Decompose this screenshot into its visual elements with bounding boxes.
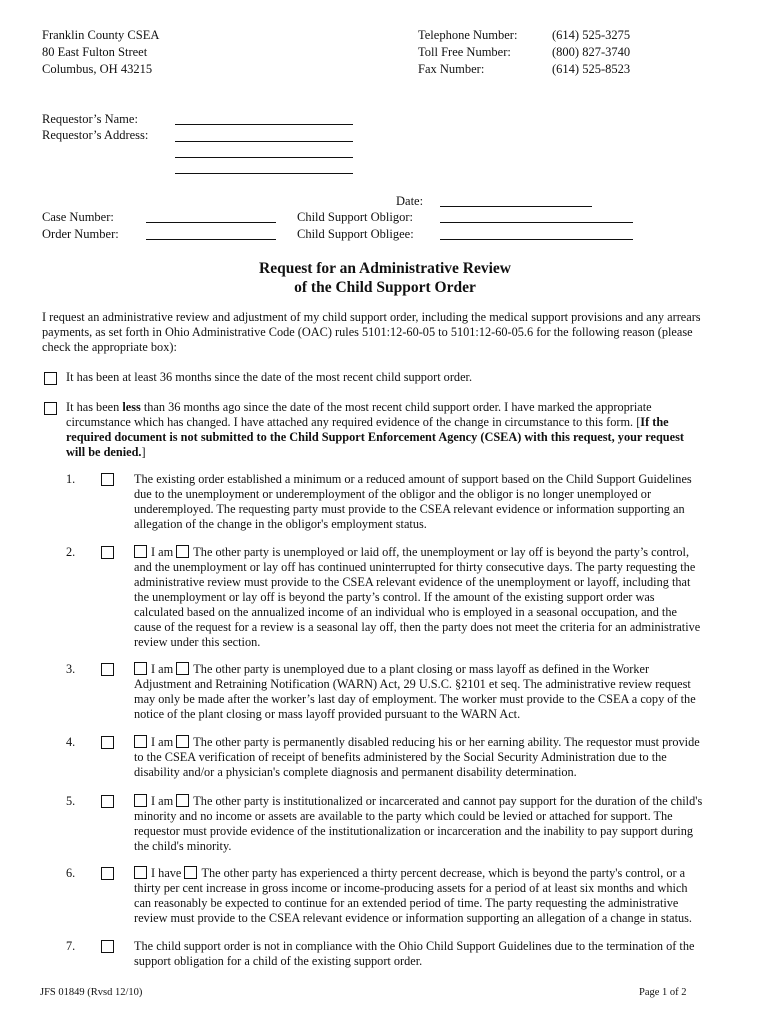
case-number-field[interactable]	[146, 222, 276, 223]
item-line: minority and no income or assets are available to the party which could be levied or attached for support. The	[134, 809, 673, 823]
item-6-checkbox[interactable]	[101, 867, 114, 880]
option-less-than-36-months-text	[66, 400, 684, 460]
item-line: review under this section.	[134, 635, 261, 649]
requestor-address-field-2[interactable]	[175, 157, 353, 158]
item-number: 3.	[66, 662, 76, 676]
option-b-text: It has been	[66, 400, 123, 414]
requestor-name-label: Requestor’s Name:	[42, 112, 138, 126]
item-line: notice of the plant closing or mass layoff provided pursuant to the WARN Act.	[134, 707, 521, 721]
item-4-checkbox[interactable]	[101, 736, 114, 749]
item-line: The other party is unemployed due to a plant closing or mass layoff as defined in the Worker	[193, 662, 650, 676]
agency-street: 80 East Fulton Street	[42, 45, 148, 59]
item-6-self-checkbox[interactable]	[134, 866, 147, 879]
item-6-text	[134, 866, 692, 926]
item-number: 7.	[66, 939, 76, 953]
item-line: The other party is permanently disabled reducing his or her earning ability. The requestor must provide	[193, 735, 700, 749]
item-line: support obligation for a child of the existing support order.	[134, 954, 423, 968]
agency-name: Franklin County CSEA	[42, 28, 160, 42]
item-line: Adjustment and Retraining Notification (WARN) Act, 29 U.S.C. §2101 et seq. The administrative review request	[134, 677, 691, 691]
item-number: 2.	[66, 545, 76, 559]
agency-city: Columbus, OH 43215	[42, 62, 153, 76]
item-line: the child's minority.	[134, 839, 232, 853]
intro-line: check the appropriate box):	[42, 340, 177, 354]
option-b-bold: required document is not submitted to the Child Support Enforcement Agency (CSEA) with this request, your request	[66, 430, 684, 444]
item-5-other-checkbox[interactable]	[176, 794, 189, 807]
option-b-text: circumstance which has changed. I have attached any required evidence of the change in circumstance to this form. [	[66, 415, 641, 429]
item-3-self-label: I am	[151, 662, 174, 676]
form-id: JFS 01849 (Rvsd 12/10)	[40, 987, 143, 998]
item-5-self-checkbox[interactable]	[134, 794, 147, 807]
form-title-line1: Request for an Administrative Review	[259, 260, 511, 277]
item-2-other-checkbox[interactable]	[176, 545, 189, 558]
item-number: 5.	[66, 794, 76, 808]
option-b-bold: will be denied.	[66, 445, 142, 459]
toll-free-value: (800) 827-3740	[552, 45, 631, 59]
item-5-text	[134, 794, 702, 854]
item-3-other-checkbox[interactable]	[176, 662, 189, 675]
option-36-months-text: It has been at least 36 months since the date of the most recent child support order.	[66, 370, 473, 384]
item-line: The other party is unemployed or laid off, the unemployment or lay off is beyond the party’s control,	[193, 545, 690, 559]
item-line: the unemployment or lay off is beyond the party’s control. If the amount of the existing support order was	[134, 590, 655, 604]
item-line: cause of the request for a review is a seasonal lay off, then the party does not meet the criteria for an administrative	[134, 620, 701, 634]
item-3-self-checkbox[interactable]	[134, 662, 147, 675]
requestor-address-field-3[interactable]	[175, 173, 353, 174]
item-line: review must provide to the CSEA relevant evidence or information supporting an allegation of a change in status.	[134, 911, 692, 925]
item-6-self-label: I have	[151, 866, 182, 880]
fax-value: (614) 525-8523	[552, 62, 631, 76]
item-number: 6.	[66, 866, 76, 880]
item-line: administrative review must provide to the CSEA relevant evidence of the unemployment or layoff, including that	[134, 575, 691, 589]
item-line: and the unemployment or lay off has continued uninterrupted for thirty consecutive days. The party requesting the	[134, 560, 696, 574]
obligee-field[interactable]	[440, 239, 633, 240]
obligee-label: Child Support Obligee:	[297, 227, 414, 241]
telephone-value: (614) 525-3275	[552, 28, 631, 42]
item-line: may only be made after the worker’s last day of employment. The worker must provide to the CSEA a copy of the	[134, 692, 696, 706]
item-2-self-label: I am	[151, 545, 174, 559]
item-4-self-label: I am	[151, 735, 174, 749]
item-line: The existing order established a minimum or a reduced amount of support based on the Child Support Guidelines	[134, 472, 692, 486]
item-4-self-checkbox[interactable]	[134, 735, 147, 748]
item-line: The child support order is not in compliance with the Ohio Child Support Guidelines due to the termination of the	[134, 939, 695, 953]
item-2-self-checkbox[interactable]	[134, 545, 147, 558]
toll-free-label: Toll Free Number:	[418, 45, 511, 59]
item-3-checkbox[interactable]	[101, 663, 114, 676]
item-1-text	[134, 472, 692, 532]
item-2-checkbox[interactable]	[101, 546, 114, 559]
requestor-address-label: Requestor’s Address:	[42, 128, 149, 142]
item-2-text	[134, 545, 700, 650]
option-b-bold: less	[122, 400, 141, 414]
item-4-text	[134, 735, 700, 780]
intro-line: I request an administrative review and adjustment of my child support order, including the medical support provisions and any arrears	[42, 310, 701, 324]
item-line: The other party is institutionalized or incarcerated and cannot pay support for the duration of the child's	[193, 794, 703, 808]
item-number: 4.	[66, 735, 76, 749]
item-number: 1.	[66, 472, 76, 486]
form-title-line2: of the Child Support Order	[294, 279, 476, 296]
obligor-field[interactable]	[440, 222, 633, 223]
item-5-self-label: I am	[151, 794, 174, 808]
item-line: The other party has experienced a thirty percent decrease, which is beyond the party's control, or a	[201, 866, 686, 880]
item-7-text	[134, 939, 694, 969]
option-b-bold: If the	[640, 415, 669, 429]
order-number-label: Order Number:	[42, 227, 119, 241]
option-b-text: than 36 months ago since the date of the most recent child support order. I have marked the appropriate	[140, 400, 652, 414]
date-field[interactable]	[440, 206, 592, 207]
item-line: thirty per cent increase in gross income or income-producing assets for a period of at least six months and which	[134, 881, 688, 895]
obligor-label: Child Support Obligor:	[297, 210, 413, 224]
item-line: disability and/or a physician's complete diagnosis and permanent disability determination.	[134, 765, 577, 779]
item-line: calculated based on the annualized income of an individual who is employed in a seasonal occupation, and the	[134, 605, 677, 619]
option-36-months-checkbox[interactable]	[44, 372, 57, 385]
item-line: to the CSEA verification of receipt of benefits administered by the Social Security Administration due to the	[134, 750, 667, 764]
item-5-checkbox[interactable]	[101, 795, 114, 808]
fax-label: Fax Number:	[418, 62, 485, 76]
telephone-label: Telephone Number:	[418, 28, 518, 42]
intro-line: payments, as set forth in Ohio Administrative Code (OAC) rules 5101:12-60-05 to 5101:12-60-05.6 for the following reason (please	[42, 325, 693, 339]
option-less-than-36-months-checkbox[interactable]	[44, 402, 57, 415]
date-label: Date:	[396, 194, 424, 208]
requestor-address-field-1[interactable]	[175, 141, 353, 142]
intro-paragraph	[42, 310, 701, 355]
page-number: Page 1 of 2	[639, 987, 687, 998]
item-line: can reasonably be expected to continue for an extended period of time. The party requesting the administrative	[134, 896, 679, 910]
item-3-text	[134, 662, 696, 722]
item-1-checkbox[interactable]	[101, 473, 114, 486]
item-line: allegation of the change in the obligor's employment status.	[134, 517, 427, 531]
option-b-text: ]	[141, 445, 146, 459]
requestor-name-field[interactable]	[175, 124, 353, 125]
item-4-other-checkbox[interactable]	[176, 735, 189, 748]
order-number-field[interactable]	[146, 239, 276, 240]
item-line: requestor must provide evidence of the institutionalization or incarceration and the inability to pay support during	[134, 824, 694, 838]
case-number-label: Case Number:	[42, 210, 114, 224]
item-line: due to the unemployment or underemployment of the obligor and the obligor is no longer unemployed or	[134, 487, 652, 501]
item-6-other-checkbox[interactable]	[184, 866, 197, 879]
item-line: underemployed. The requesting party must provide to the CSEA relevant evidence or information supporting an	[134, 502, 685, 516]
item-7-checkbox[interactable]	[101, 940, 114, 953]
